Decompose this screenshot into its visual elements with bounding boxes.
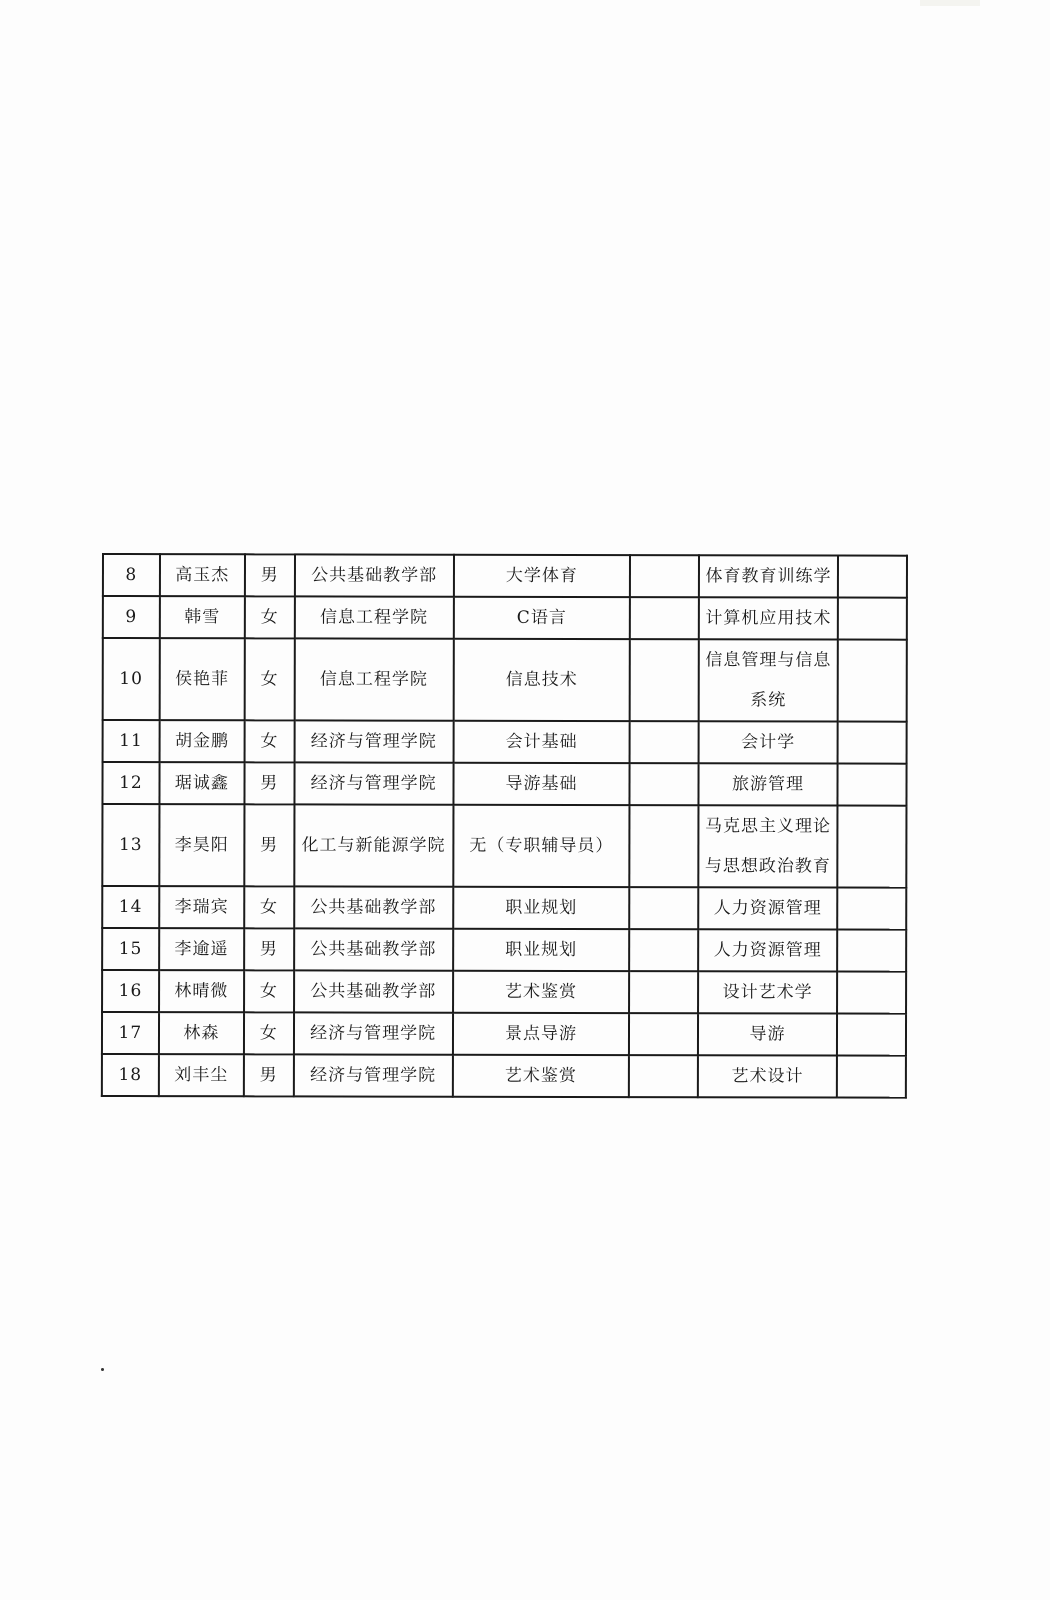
cell-major: 人力资源管理 xyxy=(698,929,837,971)
cell-unit: 经济与管理学院 xyxy=(294,762,453,804)
table-row xyxy=(102,804,906,888)
cell-blank xyxy=(630,597,699,639)
cell-course: 景点导游 xyxy=(453,1013,629,1055)
cell-gender: 男 xyxy=(244,928,294,970)
cell-gender: 女 xyxy=(244,886,294,928)
cell-gender: 男 xyxy=(244,762,294,804)
cell-major: 艺术设计 xyxy=(698,1055,837,1097)
cell-blank xyxy=(630,763,699,805)
cell-major: 信息管理与信息系统 xyxy=(699,639,838,721)
cell-number: 13 xyxy=(102,804,159,886)
cell-blank xyxy=(837,764,906,806)
cell-blank xyxy=(838,722,907,764)
cell-course: 会计基础 xyxy=(453,721,629,763)
cell-unit: 信息工程学院 xyxy=(294,638,453,720)
staff-table-body xyxy=(102,554,907,1098)
cell-unit: 经济与管理学院 xyxy=(294,1012,453,1054)
scan-dot-mark xyxy=(101,1368,104,1371)
cell-major: 体育教育训练学 xyxy=(699,555,838,597)
cell-course: 无（专职辅导员） xyxy=(453,805,630,887)
cell-course: C语言 xyxy=(454,597,630,639)
cell-gender: 男 xyxy=(244,804,294,886)
cell-blank xyxy=(838,556,907,598)
cell-gender: 女 xyxy=(244,1012,294,1054)
cell-number: 16 xyxy=(102,970,159,1012)
cell-blank xyxy=(629,929,698,971)
cell-course: 大学体育 xyxy=(454,555,630,597)
cell-name: 琚诚鑫 xyxy=(159,762,244,804)
cell-unit: 化工与新能源学院 xyxy=(294,804,453,886)
cell-blank xyxy=(629,1013,698,1055)
cell-blank xyxy=(629,805,698,887)
cell-name: 胡金鹏 xyxy=(159,720,244,762)
cell-number: 11 xyxy=(103,720,160,762)
table-row xyxy=(103,720,907,764)
cell-blank xyxy=(630,721,699,763)
cell-unit: 经济与管理学院 xyxy=(294,720,453,762)
cell-blank xyxy=(629,887,698,929)
cell-major: 会计学 xyxy=(699,721,838,763)
cell-number: 18 xyxy=(102,1054,159,1096)
cell-blank xyxy=(837,1056,906,1098)
cell-number: 17 xyxy=(102,1012,159,1054)
cell-blank xyxy=(838,640,907,722)
cell-gender: 女 xyxy=(244,720,294,762)
cell-unit: 公共基础教学部 xyxy=(294,928,453,970)
cell-number: 8 xyxy=(103,554,160,596)
cell-number: 10 xyxy=(103,638,160,720)
cell-major: 旅游管理 xyxy=(699,763,838,805)
cell-major: 马克思主义理论与思想政治教育 xyxy=(698,805,837,887)
cell-unit: 公共基础教学部 xyxy=(294,886,453,928)
cell-name: 侯艳菲 xyxy=(159,638,244,720)
cell-name: 李逾遥 xyxy=(159,928,244,970)
cell-blank xyxy=(630,555,699,597)
scan-corner-mark xyxy=(920,0,980,6)
cell-gender: 男 xyxy=(244,1054,294,1096)
cell-blank xyxy=(837,806,906,888)
cell-major: 计算机应用技术 xyxy=(699,597,838,639)
table-row xyxy=(103,638,907,722)
cell-blank xyxy=(629,971,698,1013)
table-row xyxy=(102,886,906,930)
cell-name: 刘丰尘 xyxy=(159,1054,244,1096)
cell-number: 12 xyxy=(102,762,159,804)
cell-blank xyxy=(837,888,906,930)
table-row xyxy=(102,762,906,806)
table-row xyxy=(102,928,906,972)
cell-name: 李昊阳 xyxy=(159,804,244,886)
table-row xyxy=(103,554,907,598)
cell-number: 14 xyxy=(102,886,159,928)
table-row xyxy=(102,970,906,1014)
cell-unit: 信息工程学院 xyxy=(294,596,453,638)
cell-course: 职业规划 xyxy=(453,929,629,971)
cell-name: 高玉杰 xyxy=(160,554,245,596)
cell-course: 职业规划 xyxy=(453,887,629,929)
staff-table xyxy=(101,553,908,1099)
cell-unit: 公共基础教学部 xyxy=(294,970,453,1012)
cell-blank xyxy=(838,598,907,640)
cell-blank xyxy=(837,1014,906,1056)
table-row xyxy=(103,596,907,640)
cell-name: 林森 xyxy=(159,1012,244,1054)
table-row xyxy=(102,1054,906,1098)
cell-blank xyxy=(630,639,699,721)
cell-blank xyxy=(837,930,906,972)
cell-major: 设计艺术学 xyxy=(698,971,837,1013)
cell-blank xyxy=(629,1055,698,1097)
cell-number: 15 xyxy=(102,928,159,970)
cell-course: 信息技术 xyxy=(453,639,630,721)
cell-course: 艺术鉴赏 xyxy=(453,1055,629,1097)
cell-course: 导游基础 xyxy=(453,763,629,805)
cell-course: 艺术鉴赏 xyxy=(453,971,629,1013)
cell-gender: 女 xyxy=(244,970,294,1012)
cell-number: 9 xyxy=(103,596,160,638)
cell-gender: 男 xyxy=(245,554,295,596)
cell-gender: 女 xyxy=(245,596,295,638)
cell-unit: 经济与管理学院 xyxy=(293,1054,452,1096)
cell-unit: 公共基础教学部 xyxy=(295,554,454,596)
cell-major: 导游 xyxy=(698,1013,837,1055)
cell-major: 人力资源管理 xyxy=(698,887,837,929)
cell-name: 李瑞宾 xyxy=(159,886,244,928)
cell-blank xyxy=(837,972,906,1014)
cell-gender: 女 xyxy=(245,638,295,720)
cell-name: 林晴微 xyxy=(159,970,244,1012)
cell-name: 韩雪 xyxy=(160,596,245,638)
table-row xyxy=(102,1012,906,1056)
